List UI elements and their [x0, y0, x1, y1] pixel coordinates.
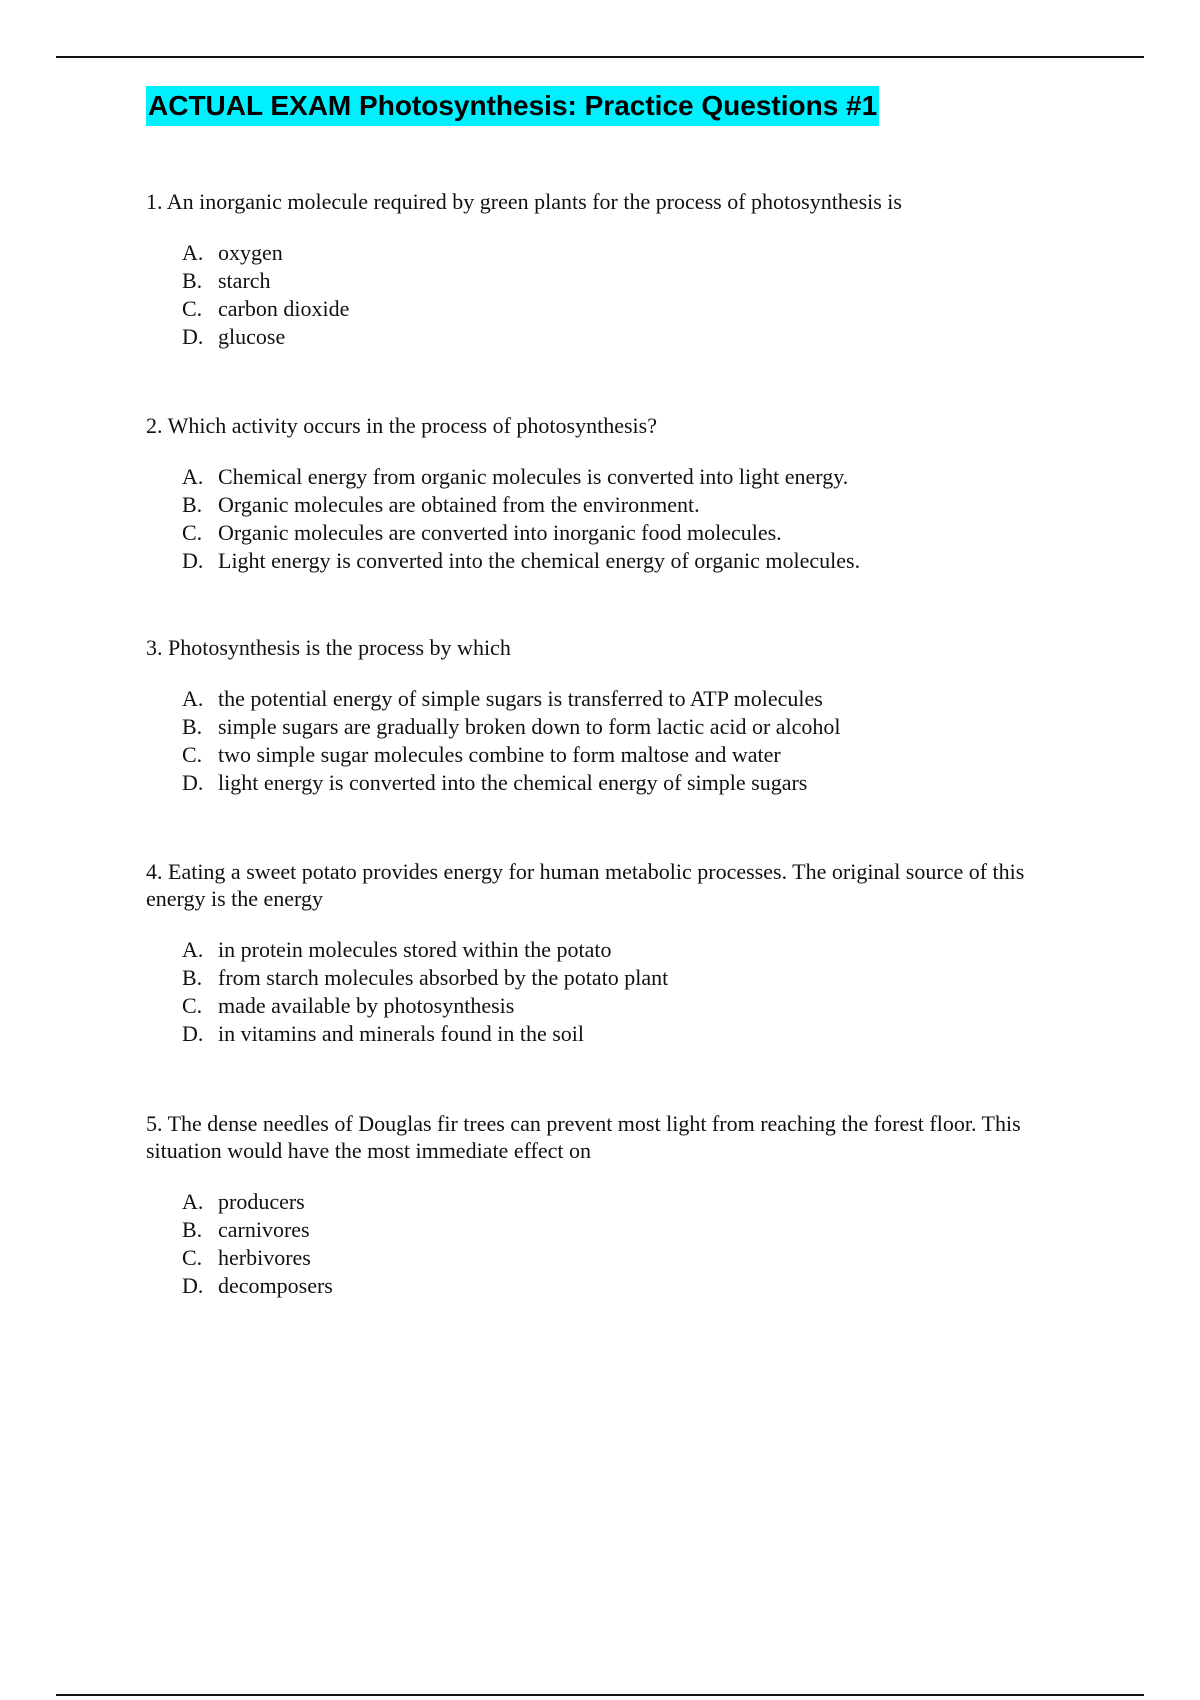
answer-option-a — [182, 936, 1086, 964]
option-text: glucose — [218, 324, 286, 349]
answer-options — [146, 239, 1086, 351]
page-title: ACTUAL EXAM Photosynthesis: Practice Questions #1 — [146, 86, 879, 126]
option-text: Organic molecules are converted into inorganic food molecules. — [218, 520, 782, 545]
option-letter: C. — [182, 1245, 203, 1270]
question-5 — [146, 1110, 1086, 1300]
option-letter: B. — [182, 714, 203, 739]
option-text: carnivores — [218, 1217, 310, 1242]
question-stem: 4. Eating a sweet potato provides energy for human metabolic processes. The original source of this energy is the energy — [146, 859, 1025, 911]
answer-option-a — [182, 239, 1086, 267]
option-letter: C. — [182, 520, 203, 545]
option-text: simple sugars are gradually broken down to form lactic acid or alcohol — [218, 714, 841, 739]
answer-option-b — [182, 1216, 1086, 1244]
option-text: producers — [218, 1189, 305, 1214]
answer-options — [146, 685, 1086, 797]
question-1 — [146, 188, 1086, 351]
answer-option-a — [182, 1188, 1086, 1216]
answer-option-c — [182, 519, 1086, 547]
option-text: two simple sugar molecules combine to form maltose and water — [218, 742, 781, 767]
option-letter: D. — [182, 324, 204, 349]
answer-option-d — [182, 547, 1086, 575]
question-stem: 2. Which activity occurs in the process of photosynthesis? — [146, 413, 657, 438]
option-letter: C. — [182, 993, 203, 1018]
answer-option-b — [182, 964, 1086, 992]
option-text: light energy is converted into the chemical energy of simple sugars — [218, 770, 808, 795]
option-text: decomposers — [218, 1273, 333, 1298]
option-letter: A. — [182, 1189, 204, 1214]
question-stem: 5. The dense needles of Douglas fir trees can prevent most light from reaching the forest floor. This situation would have the most immediate effect on — [146, 1111, 1021, 1163]
answer-option-b — [182, 713, 1086, 741]
question-stem: 3. Photosynthesis is the process by which — [146, 635, 511, 660]
option-letter: A. — [182, 937, 204, 962]
option-letter: D. — [182, 770, 204, 795]
option-text: Light energy is converted into the chemical energy of organic molecules. — [218, 548, 861, 573]
answer-options — [146, 1188, 1086, 1300]
option-text: in vitamins and minerals found in the soil — [218, 1021, 585, 1046]
footer-rule — [56, 1694, 1144, 1696]
option-text: Organic molecules are obtained from the environment. — [218, 492, 700, 517]
answer-options — [146, 936, 1086, 1048]
option-letter: D. — [182, 1273, 204, 1298]
option-letter: C. — [182, 296, 203, 321]
answer-option-c — [182, 1244, 1086, 1272]
option-letter: B. — [182, 1217, 203, 1242]
question-4 — [146, 858, 1086, 1048]
answer-option-c — [182, 295, 1086, 323]
option-text: starch — [218, 268, 271, 293]
option-text: oxygen — [218, 240, 283, 265]
question-3 — [146, 634, 1086, 797]
option-text: made available by photosynthesis — [218, 993, 515, 1018]
answer-option-d — [182, 1272, 1086, 1300]
option-letter: C. — [182, 742, 203, 767]
title-block — [146, 86, 879, 126]
option-text: from starch molecules absorbed by the potato plant — [218, 965, 669, 990]
option-text: Chemical energy from organic molecules is converted into light energy. — [218, 464, 849, 489]
option-text: carbon dioxide — [218, 296, 350, 321]
answer-option-a — [182, 463, 1086, 491]
option-text: in protein molecules stored within the potato — [218, 937, 612, 962]
answer-option-c — [182, 992, 1086, 1020]
question-stem: 1. An inorganic molecule required by green plants for the process of photosynthesis is — [146, 189, 902, 214]
answer-option-d — [182, 769, 1086, 797]
option-letter: D. — [182, 548, 204, 573]
answer-option-c — [182, 741, 1086, 769]
answer-option-d — [182, 1020, 1086, 1048]
answer-options — [146, 463, 1086, 575]
option-text: herbivores — [218, 1245, 311, 1270]
header-rule — [56, 56, 1144, 58]
option-letter: A. — [182, 240, 204, 265]
question-2 — [146, 412, 1086, 575]
option-letter: B. — [182, 965, 203, 990]
answer-option-b — [182, 491, 1086, 519]
option-letter: A. — [182, 686, 204, 711]
option-text: the potential energy of simple sugars is transferred to ATP molecules — [218, 686, 823, 711]
option-letter: B. — [182, 492, 203, 517]
answer-option-b — [182, 267, 1086, 295]
answer-option-d — [182, 323, 1086, 351]
option-letter: A. — [182, 464, 204, 489]
answer-option-a — [182, 685, 1086, 713]
option-letter: D. — [182, 1021, 204, 1046]
option-letter: B. — [182, 268, 203, 293]
